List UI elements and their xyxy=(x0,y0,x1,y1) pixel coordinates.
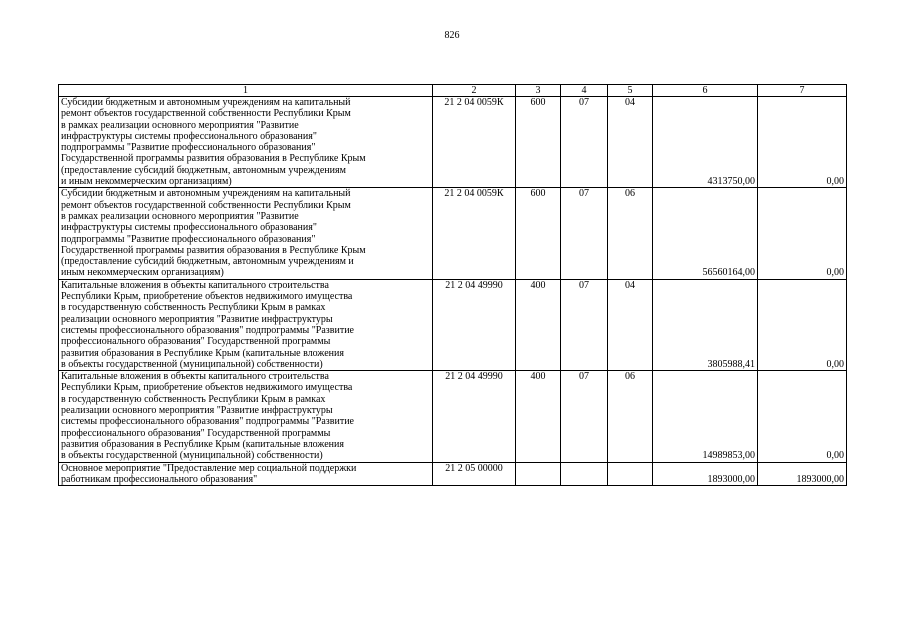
table-row xyxy=(59,279,847,370)
page-number: 826 xyxy=(444,30,460,41)
row-vr: 600 xyxy=(516,188,561,279)
header-col-5: 5 xyxy=(608,85,653,97)
row-description: Субсидии бюджетным и автономным учреждениям на капитальный ремонт объектов государственной собственности Республики Крым в рамках реализации основного мероприятия "Развитие инфраструктуры системы профессионального образования" подпрограммы "Развитие профессионального образования" Государственной программы развития образования в Республике Крым (предоставление субсидий бюджетным, автономным учреждениям и иным некоммерческим организациям) xyxy=(59,97,433,188)
row-pr: 04 xyxy=(608,97,653,188)
row-vr xyxy=(516,462,561,486)
row-amount-1: 14989853,00 xyxy=(653,371,758,462)
row-amount-2: 0,00 xyxy=(758,97,847,188)
row-rz xyxy=(561,462,608,486)
row-description: Субсидии бюджетным и автономным учреждениям на капитальный ремонт объектов государственной собственности Республики Крым в рамках реализации основного мероприятия "Развитие инфраструктуры системы профессионального образования" подпрограммы "Развитие профессионального образования" Государственной программы развития образования в Республике Крым (предоставление субсидий бюджетным, автономным учреждениям и иным некоммерческим организациям) xyxy=(59,188,433,279)
row-amount-1: 56560164,00 xyxy=(653,188,758,279)
row-pr: 06 xyxy=(608,371,653,462)
row-description: Капитальные вложения в объекты капитального строительства Республики Крым, приобретение объектов недвижимого имущества в государственную собственность Республики Крым в рамках реализации основного мероприятия "Развитие инфраструктуры системы профессионального образования" подпрограммы "Развитие профессионального образования" Государственной программы развития образования в Республике Крым (капитальные вложения в объекты государственной (муниципальной) собственности) xyxy=(59,279,433,370)
row-description: Капитальные вложения в объекты капитального строительства Республики Крым, приобретение объектов недвижимого имущества в государственную собственность Республики Крым в рамках реализации основного мероприятия "Развитие инфраструктуры системы профессионального образования" подпрограммы "Развитие профессионального образования" Государственной программы развития образования в Республике Крым (капитальные вложения в объекты государственной (муниципальной) собственности) xyxy=(59,371,433,462)
row-vr: 400 xyxy=(516,279,561,370)
header-col-7: 7 xyxy=(758,85,847,97)
row-pr: 06 xyxy=(608,188,653,279)
row-pr: 04 xyxy=(608,279,653,370)
row-amount-1: 1893000,00 xyxy=(653,462,758,486)
header-col-2: 2 xyxy=(433,85,516,97)
row-description: Основное мероприятие "Предоставление мер социальной поддержки работникам профессионального образования" xyxy=(59,462,433,486)
header-col-3: 3 xyxy=(516,85,561,97)
row-rz: 07 xyxy=(561,371,608,462)
row-code: 21 2 04 0059К xyxy=(433,97,516,188)
header-row xyxy=(59,85,847,97)
row-vr: 600 xyxy=(516,97,561,188)
row-amount-2: 0,00 xyxy=(758,371,847,462)
row-amount-1: 3805988,41 xyxy=(653,279,758,370)
row-pr xyxy=(608,462,653,486)
budget-table xyxy=(58,84,847,486)
row-amount-2: 1893000,00 xyxy=(758,462,847,486)
header-col-1: 1 xyxy=(59,85,433,97)
row-amount-2: 0,00 xyxy=(758,188,847,279)
row-code: 21 2 05 00000 xyxy=(433,462,516,486)
row-rz: 07 xyxy=(561,188,608,279)
row-amount-1: 4313750,00 xyxy=(653,97,758,188)
row-code: 21 2 04 49990 xyxy=(433,371,516,462)
table-row xyxy=(59,462,847,486)
header-col-6: 6 xyxy=(653,85,758,97)
row-rz: 07 xyxy=(561,97,608,188)
row-amount-2: 0,00 xyxy=(758,279,847,370)
row-code: 21 2 04 49990 xyxy=(433,279,516,370)
row-code: 21 2 04 0059К xyxy=(433,188,516,279)
table-row xyxy=(59,97,847,188)
row-rz: 07 xyxy=(561,279,608,370)
row-vr: 400 xyxy=(516,371,561,462)
header-col-4: 4 xyxy=(561,85,608,97)
table-row xyxy=(59,188,847,279)
table-row xyxy=(59,371,847,462)
